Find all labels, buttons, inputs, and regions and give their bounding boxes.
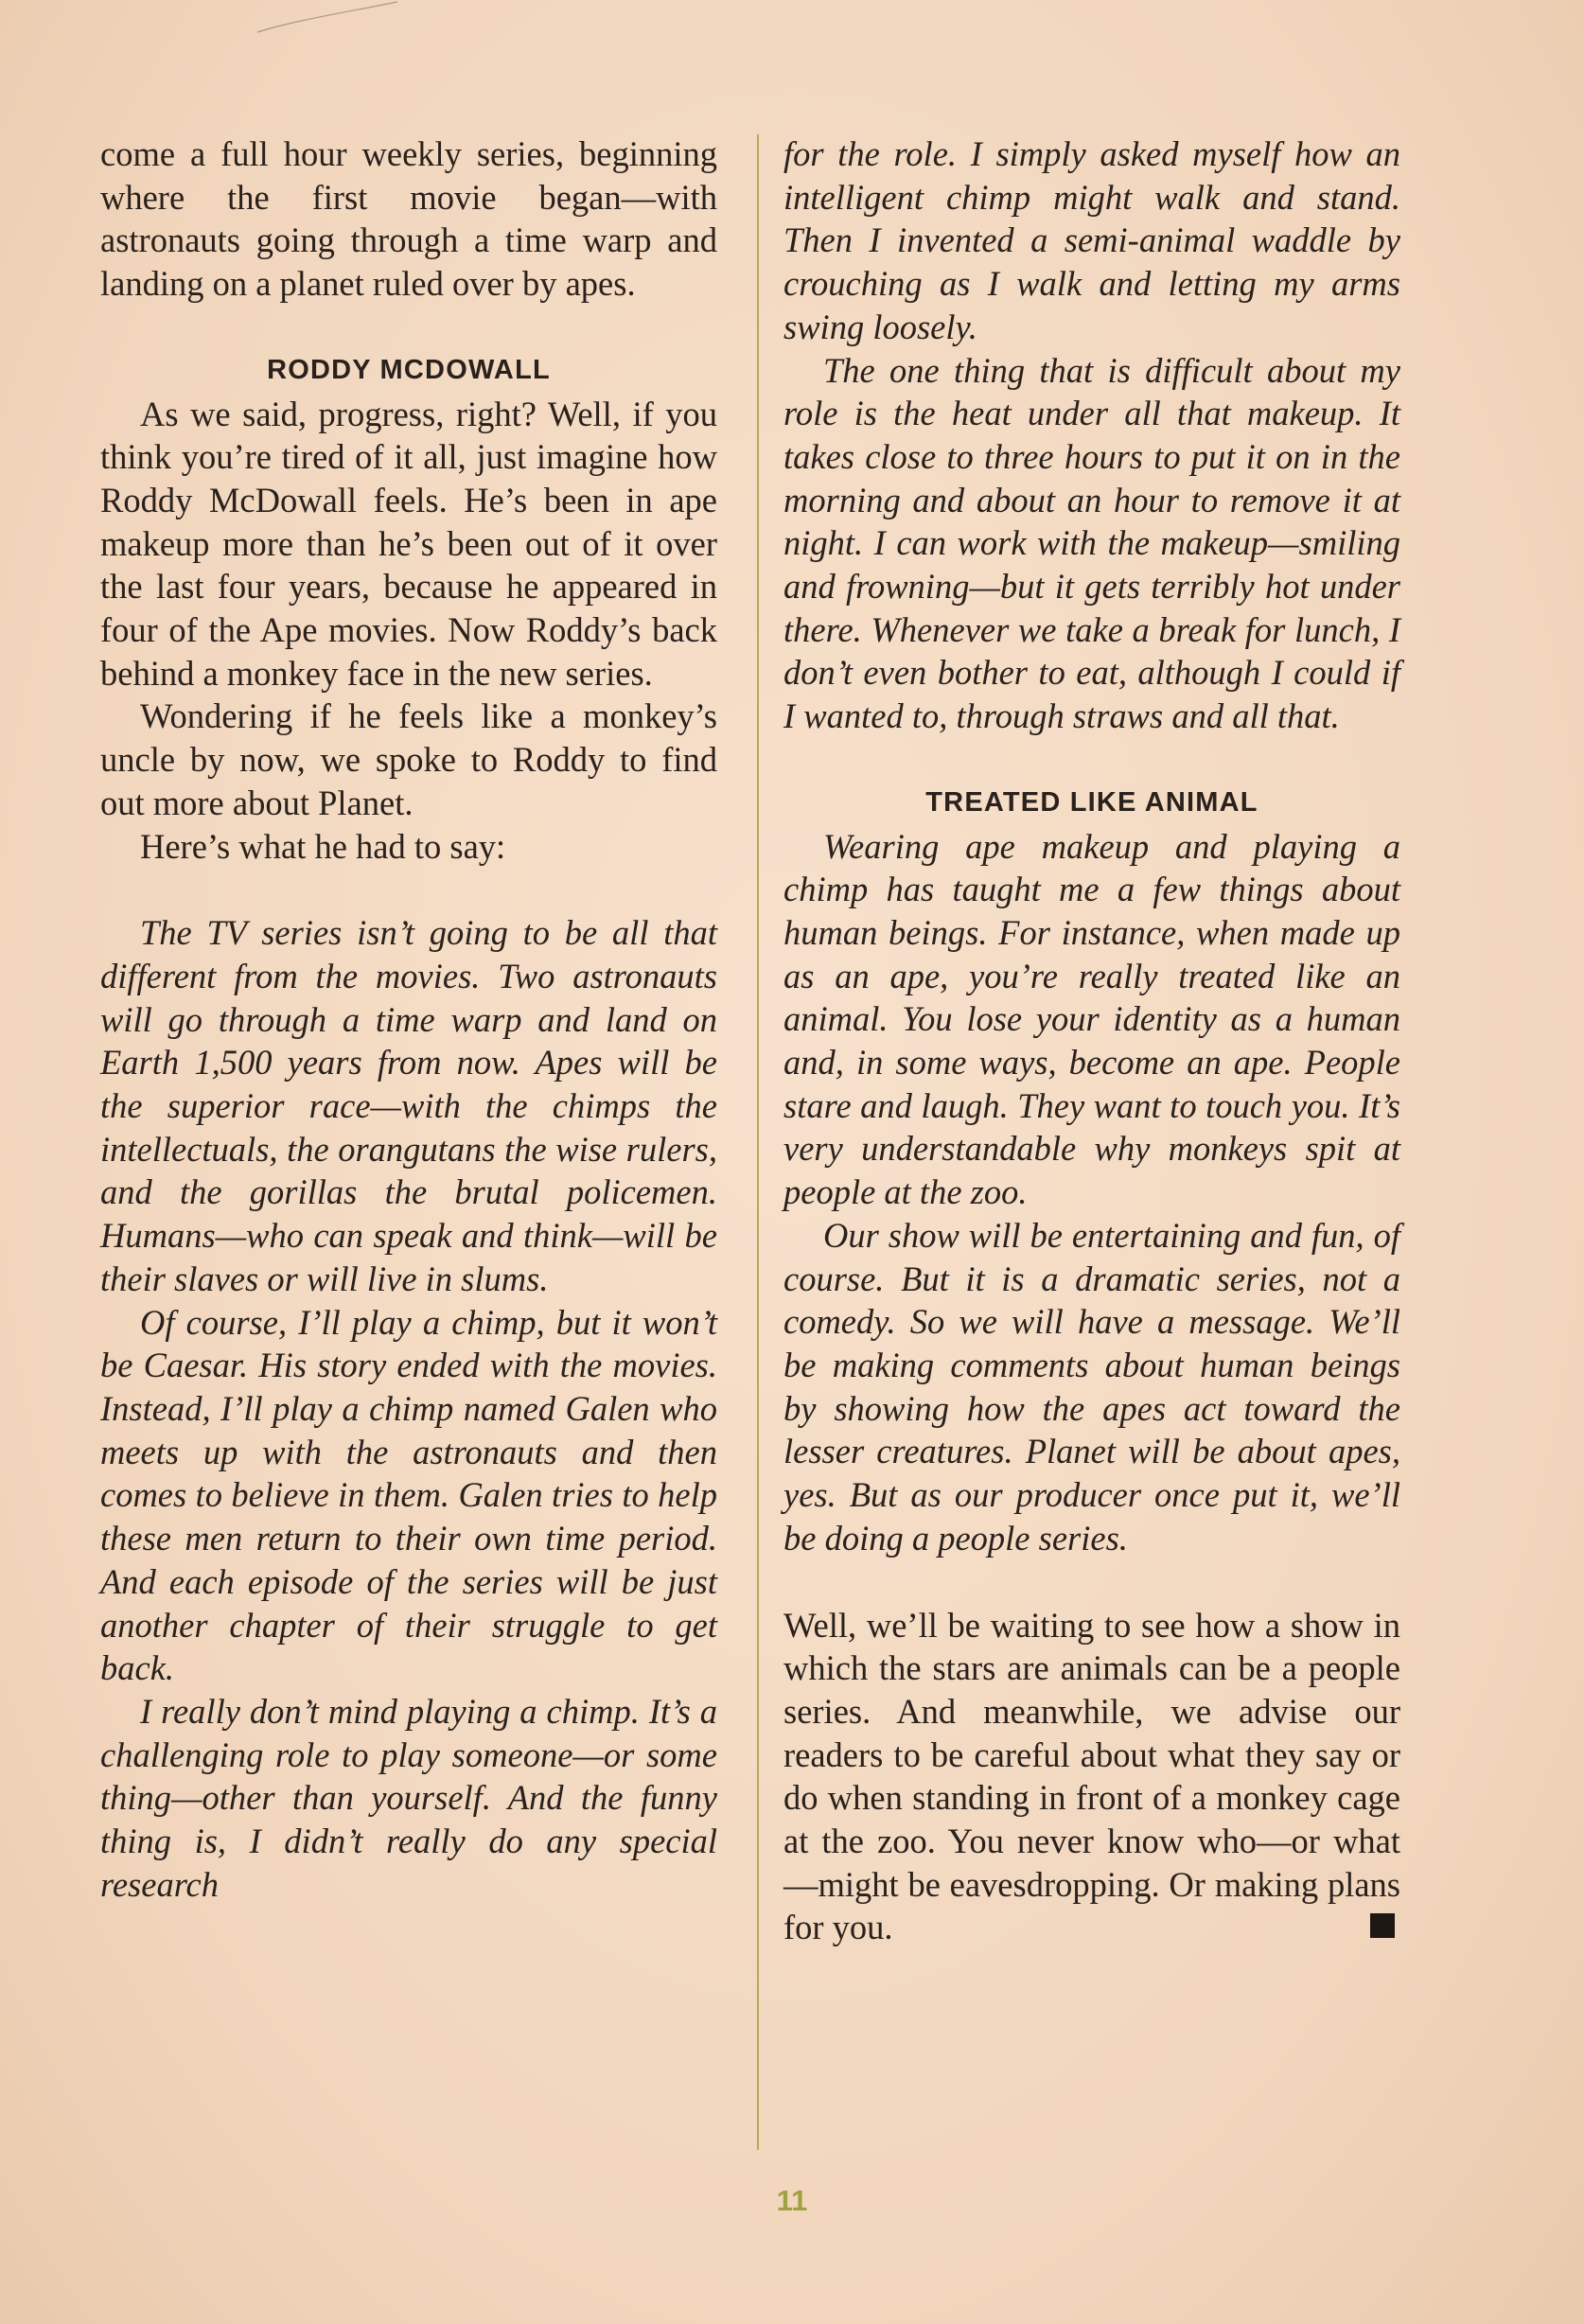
spacer xyxy=(783,1560,1400,1604)
quote-paragraph: for the role. I simply asked myself how an intelligent chimp might walk and stand. Then I invented a semi-animal waddle by crouching as I walk and letting my arms swing loosely. xyxy=(783,134,1400,346)
intro-paragraph: come a full hour weekly series, beginning where the first movie began—with astronauts going through a time warp and landing on a planet ruled over by apes. xyxy=(100,134,717,304)
quote-paragraph: The one thing that is difficult about my role is the heat under all that makeup. It takes close to three hours to put it on in the morning and about an hour to remove it at night. I can work with the makeup—smiling and frowning—but it gets terribly hot under there. Whenever we take a break for lunch, I don’t even bother to eat, although I could if I wanted to, through straws and all that. xyxy=(783,350,1400,736)
closing-text: Well, we’ll be waiting to see how a show in which the stars are animals can be a people series. And meanwhile, we advise our readers to be careful about what they say or do when standing in front of a monkey cage at the zoo. You never know who—or what—might be eavesdropping. Or making plans for you. xyxy=(783,1605,1400,1947)
quote-paragraph: I really don’t mind playing a chimp. It’s a challenging role to play someone—or some thing—other than yourself. And the funny thing is, I didn’t really do any special research xyxy=(100,1691,717,1904)
section-heading-roddy: RODDY MCDOWALL xyxy=(267,354,551,385)
quote-paragraph: The TV series isn’t going to be all that different from the movies. Two astronauts will go through a time warp and land on Earth 1,500 years from now. Apes will be the superior race—with the chimps the intellectuals, the orangutans the wise rulers, and the gorillas the brutal policemen. Humans—who can speak and think—will be their slaves or will live in slums. xyxy=(100,913,717,1298)
quote-paragraph: Wearing ape makeup and playing a chimp has taught me a few things about human beings. For instance, when made up as an ape, you’re really treated like an animal. You lose your identity as a human and, in some ways, become an ape. People stare and laugh. They want to touch you. It’s very understandable why monkeys spit at people at the zoo. xyxy=(783,826,1400,1212)
body-paragraph: Here’s what he had to say: xyxy=(140,826,506,866)
left-column xyxy=(100,132,717,1906)
page-number: 11 xyxy=(776,2184,808,2217)
body-paragraph: Wondering if he feels like a monkey’s uncle by now, we spoke to Roddy to find out more about Planet. xyxy=(100,696,717,822)
right-column xyxy=(783,132,1400,1949)
quote-paragraph: Our show will be entertaining and fun, of course. But it is a dramatic series, not a comedy. So we will have a message. We’ll be making comments about human beings by showing how the apes act toward the lesser creatures. Planet will be about apes, yes. But as our producer once put it, we’ll be doing a people series. xyxy=(783,1215,1400,1558)
end-of-article-icon xyxy=(1370,1913,1395,1938)
column-divider xyxy=(757,134,759,2150)
pencil-stroke-mark xyxy=(255,0,407,38)
spacer xyxy=(100,868,717,911)
body-paragraph: As we said, progress, right? Well, if you think you’re tired of it all, just imagine how Roddy McDowall feels. He’s been in ape makeup more than he’s been out of it over the last four years, because he appeared in four of the Ape movies. Now Roddy’s back behind a monkey face in the new series. xyxy=(100,394,717,693)
closing-paragraph xyxy=(783,1604,1400,1950)
section-heading-treated: TREATED LIKE ANIMAL xyxy=(925,786,1258,818)
quote-paragraph: Of course, I’ll play a chimp, but it won’t be Caesar. His story ended with the movies. Instead, I’ll play a chimp named Galen who meets up with the astronauts and then comes to believe in them. Galen tries to help these men return to their own time period. And each episode of the series will be just another chapter of their struggle to get back. xyxy=(100,1302,717,1688)
